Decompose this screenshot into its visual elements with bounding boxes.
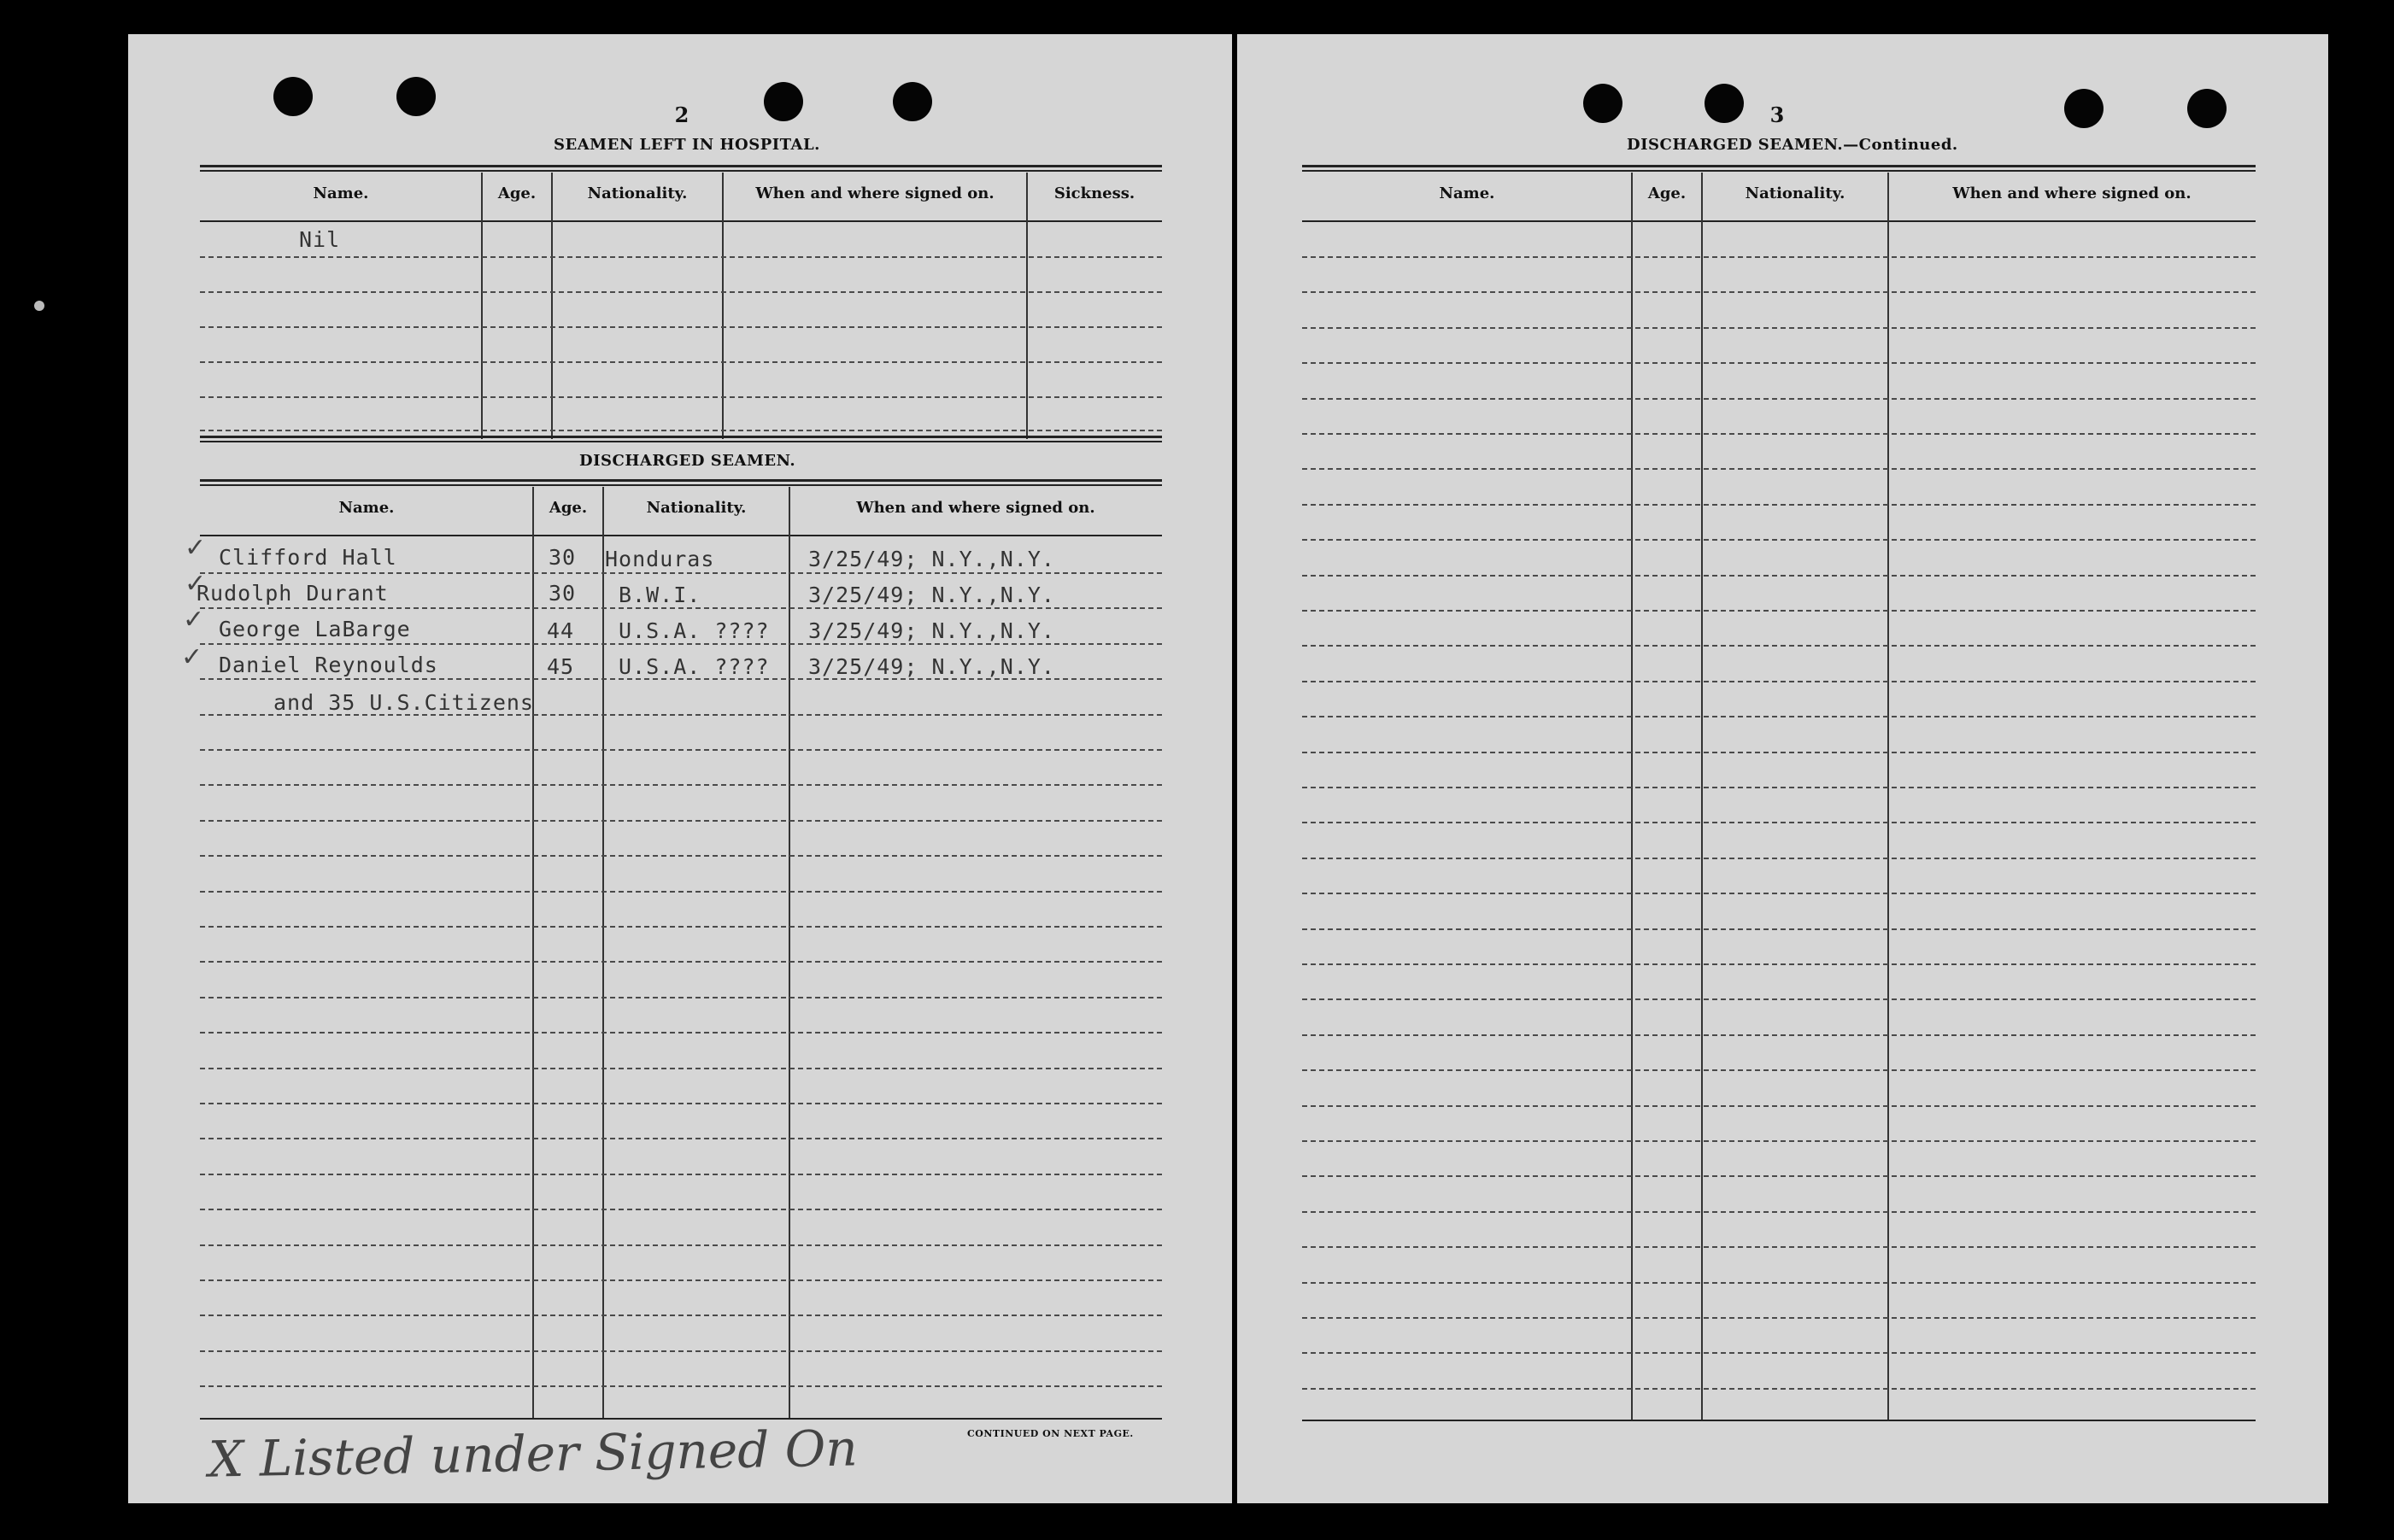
row-line [1302,1282,2256,1284]
punch-hole [1705,84,1744,123]
row-line [1302,681,2256,682]
page-fold [1232,32,1237,1505]
row-line [1302,1140,2256,1142]
punch-hole [764,82,803,121]
right-col-divider [1631,173,1633,1420]
row-line [200,1032,1162,1033]
handwritten-note: X Listed under Signed On [208,1419,859,1489]
row-line [200,643,1162,645]
row-line [200,1315,1162,1316]
discharged-age: 30 [549,545,577,570]
row-line [1302,539,2256,541]
row-line [200,784,1162,786]
row-line [1302,998,2256,1000]
row-line [1302,1175,2256,1177]
row-line [200,1279,1162,1281]
tick-mark: ✓ [185,569,207,599]
hospital-row-line [200,291,1162,293]
row-line [1302,645,2256,647]
discharged-age: 30 [549,581,577,606]
punch-hole [273,77,313,116]
hospital-col-divider [481,173,483,439]
row-line [200,1138,1162,1139]
row-line [1302,1352,2256,1354]
right-top-rule [1302,165,2256,172]
hospital-col-nationality: Nationality. [587,184,688,202]
row-line [1302,858,2256,859]
row-line [1302,787,2256,788]
row-line [200,607,1162,609]
right-col-divider [1887,173,1889,1420]
discharged-col-divider [532,487,534,1418]
discharged-col-age: Age. [549,499,588,517]
discharged-age: 44 [547,618,575,643]
right-header-rule [1302,220,2256,222]
discharged-top-rule [200,479,1162,486]
hospital-row-line [200,326,1162,328]
discharged-age: 45 [547,654,575,679]
punch-hole [2064,89,2104,128]
punch-hole [893,82,932,121]
row-line [1302,928,2256,930]
hospital-section-title: SEAMEN LEFT IN HOSPITAL. [554,136,820,154]
hospital-row-line [200,430,1162,431]
row-line [200,961,1162,963]
discharged-name: Clifford Hall [219,545,397,570]
row-line [1302,716,2256,717]
row-line [200,1068,1162,1069]
right-col-signed-on: When and where signed on. [1952,184,2192,202]
right-bottom-rule [1302,1420,2256,1421]
hospital-col-divider [1026,173,1028,439]
hospital-top-rule [200,165,1162,172]
row-line [1302,575,2256,577]
hospital-col-signed-on: When and where signed on. [755,184,995,202]
hospital-row-line [200,396,1162,398]
row-line [1302,433,2256,435]
row-line [1302,752,2256,753]
page-number-left: 2 [674,102,689,127]
row-line [1302,1246,2256,1248]
row-line [200,926,1162,928]
row-line [1302,504,2256,506]
hospital-col-divider [551,173,553,439]
hospital-bottom-rule [200,436,1162,442]
right-col-divider [1701,173,1703,1420]
punch-hole [396,77,436,116]
discharged-signed-on: 3/25/49; N.Y.,N.Y. [808,583,1055,607]
row-line [1302,1105,2256,1107]
hospital-col-age: Age. [497,184,537,202]
row-line [1302,893,2256,894]
discharged-nationality: Honduras [605,547,715,571]
right-col-nationality: Nationality. [1745,184,1845,202]
discharged-col-name: Name. [338,499,395,517]
row-line [200,1244,1162,1246]
discharged-signed-on: 3/25/49; N.Y.,N.Y. [808,654,1055,679]
right-section-title: DISCHARGED SEAMEN.—Continued. [1627,136,1958,154]
row-line [1302,1388,2256,1390]
hospital-col-sickness: Sickness. [1053,184,1135,202]
continued-note: CONTINUED ON NEXT PAGE. [967,1428,1134,1439]
row-line [200,997,1162,998]
punch-hole [2187,89,2227,128]
row-line [200,1103,1162,1104]
row-line [1302,327,2256,329]
row-line [1302,468,2256,470]
row-line [1302,1034,2256,1036]
discharged-col-divider [602,487,604,1418]
row-line [200,749,1162,751]
discharged-section-title: DISCHARGED SEAMEN. [579,452,796,470]
row-line [200,1209,1162,1210]
tick-mark: ✓ [183,605,205,635]
right-col-name: Name. [1439,184,1495,202]
discharged-extra-line: and 35 U.S.Citizens [273,690,534,715]
row-line [200,891,1162,893]
discharged-nationality: B.W.I. [619,583,701,607]
row-line [200,1350,1162,1352]
row-line [1302,1317,2256,1319]
page-number-right: 3 [1769,102,1785,127]
hospital-col-divider [722,173,724,439]
discharged-header-rule [200,535,1162,536]
row-line [1302,610,2256,612]
discharged-name: Daniel Reynoulds [219,653,438,677]
discharged-signed-on: 3/25/49; N.Y.,N.Y. [808,547,1055,571]
hospital-entry-name: Nil [299,227,341,252]
discharged-signed-on: 3/25/49; N.Y.,N.Y. [808,618,1055,643]
row-line [1302,291,2256,293]
discharged-nationality: U.S.A. ???? [619,618,770,643]
discharged-nationality: U.S.A. ???? [619,654,770,679]
right-col-age: Age. [1647,184,1687,202]
margin-speck [34,301,44,311]
row-line [1302,256,2256,258]
hospital-col-name: Name. [313,184,369,202]
discharged-bottom-rule [200,1418,1162,1420]
row-line [200,1174,1162,1175]
row-line [200,1385,1162,1387]
discharged-col-signed-on: When and where signed on. [856,499,1095,517]
discharged-col-divider [789,487,790,1418]
row-line [1302,1211,2256,1213]
tick-mark: ✓ [185,533,207,563]
discharged-name: George LaBarge [219,617,411,641]
punch-hole [1583,84,1622,123]
row-line [200,855,1162,857]
tick-mark: ✓ [181,642,203,672]
hospital-header-rule [200,220,1162,222]
hospital-row-line [200,361,1162,363]
discharged-col-nationality: Nationality. [646,499,747,517]
row-line [200,572,1162,574]
row-line [1302,362,2256,364]
row-line [1302,1069,2256,1071]
row-line [1302,963,2256,965]
row-line [200,820,1162,822]
row-line [1302,822,2256,823]
row-line [1302,398,2256,400]
hospital-row-line [200,256,1162,258]
discharged-name: Rudolph Durant [197,581,389,606]
